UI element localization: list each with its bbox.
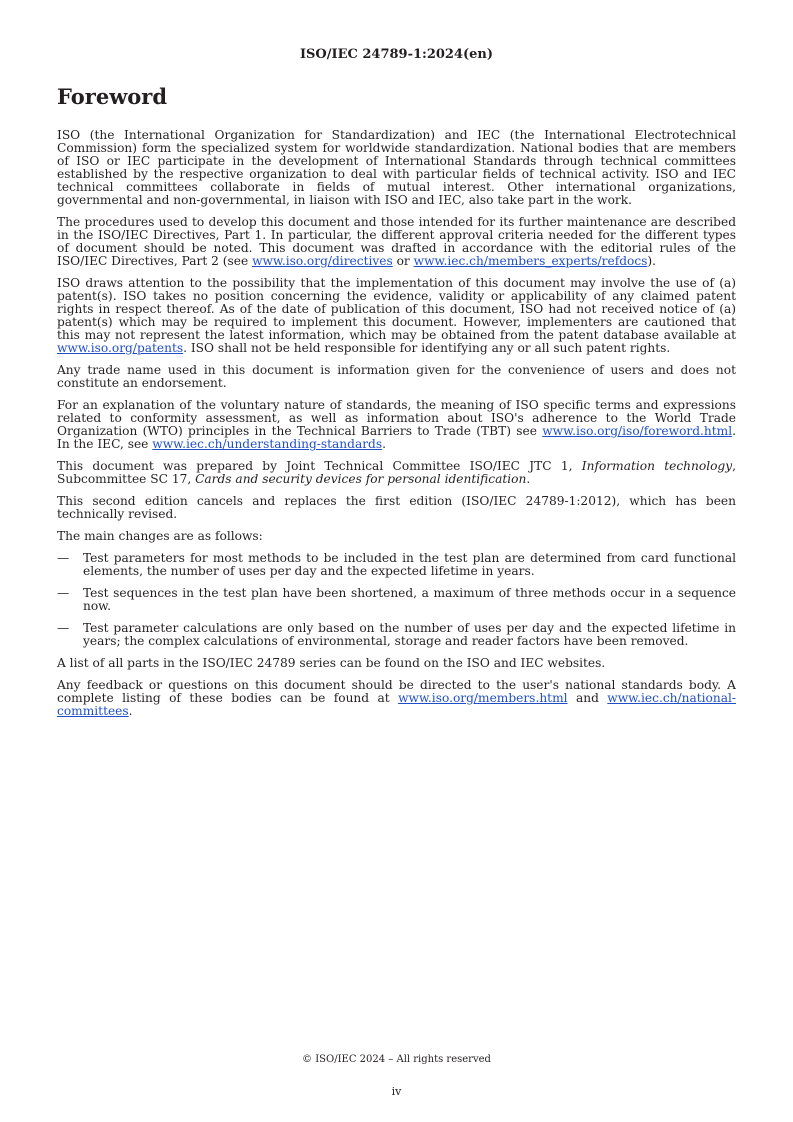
list-dash: — (57, 621, 70, 635)
text-segment: ). (647, 254, 657, 268)
subcommittee-title: Cards and security devices for personal identification (195, 472, 527, 486)
link-iec-understanding-standards[interactable]: www.iec.ch/understanding-standards (152, 437, 383, 451)
paragraph-main-changes: The main changes are as follows: (57, 529, 263, 543)
list-item-text: Test parameter calculations are only based on the number of uses per day and the expected lifetime in years; the complex calculations of environmental, storage and reader factors have been removed. (83, 621, 736, 648)
text-segment: This document was prepared by Joint Technical Committee ISO/IEC JTC 1, (57, 459, 582, 473)
list-item (57, 587, 736, 613)
link-iso-foreword[interactable]: www.iso.org/iso/foreword.html (542, 424, 733, 438)
list-item-text: Test sequences in the test plan have been shortened, a maximum of three methods occur in a sequence now. (83, 586, 736, 613)
text-segment: or (392, 254, 414, 268)
paragraph-series-list: A list of all parts in the ISO/IEC 24789 series can be found on the ISO and IEC websites. (57, 656, 606, 670)
list-item (57, 622, 736, 648)
link-iso-patents[interactable]: www.iso.org/patents (57, 341, 184, 355)
text-segment: . (526, 472, 531, 486)
paragraph-organizations: ISO (the International Organization for Standardization) and IEC (the International Electrotechnical Commission) form the specialized system for worldwide standardization. National bodies that are members of ISO or IEC participate in the development of International Standards through technical committees established by the respective organization to deal with particular fields of technical activity. ISO and IEC technical committees collaborate in fields of mutual interest. Other international organizations, governmental and non-governmental, in liaison with ISO and IEC, also take part in the work. (57, 128, 736, 207)
text-segment: Any feedback or questions on this document should be directed to the user's national standards body. A complete listing of these bodies can be found at (57, 678, 736, 705)
text-segment: . In the IEC, see (57, 424, 736, 451)
paragraph-voluntary-nature (57, 399, 736, 451)
text-segment: and (567, 691, 608, 705)
foreword-body (57, 129, 736, 727)
committee-title: Information technology (581, 459, 733, 473)
list-item-text: Test parameters for most methods to be included in the test plan are determined from card functional elements, the number of uses per day and the expected lifetime in years. (83, 551, 736, 578)
link-iec-national-committees[interactable]: www.iec.ch/national-committees (57, 691, 736, 718)
list-item (57, 552, 736, 578)
link-iec-refdocs[interactable]: www.iec.ch/members_experts/refdocs (413, 254, 648, 268)
link-iso-directives[interactable]: www.iso.org/directives (252, 254, 393, 268)
paragraph-patents (57, 277, 736, 355)
text-segment: For an explanation of the voluntary nature of standards, the meaning of ISO specific terms and expressions related to conformity assessment, as well as information about ISO's adherence to the World Trade Organization (WTO) principles in the Technical Barriers to Trade (TBT) see (57, 398, 736, 438)
page-header: ISO/IEC 24789-1:2024(en) (299, 47, 494, 62)
text-segment: , Subcommittee SC 17, (57, 459, 736, 486)
paragraph-trade-name: Any trade name used in this document is information given for the convenience of users and does not constitute an endorsement. (57, 363, 736, 390)
text-segment: . (382, 437, 386, 451)
paragraph-procedures (57, 216, 736, 268)
page-title: Foreword (57, 84, 168, 109)
list-dash: — (57, 586, 70, 600)
list-dash: — (57, 551, 70, 565)
text-segment: . ISO shall not be held responsible for identifying any or all such patent rights. (183, 341, 671, 355)
footer-copyright: © ISO/IEC 2024 – All rights reserved (302, 1054, 491, 1065)
text-segment: The procedures used to develop this document and those intended for its further maintenance are described in the ISO/IEC Directives, Part 1. In particular, the different approval criteria needed for the different types of document should be noted. This document was drafted in accordance with the editorial rules of the ISO/IEC Directives, Part 2 (see (57, 215, 736, 268)
link-iso-members[interactable]: www.iso.org/members.html (398, 691, 568, 705)
paragraph-edition: This second edition cancels and replaces the first edition (ISO/IEC 24789-1:2012), which has been technically revised. (57, 494, 736, 521)
paragraph-prepared-by (57, 460, 736, 486)
text-segment: ISO draws attention to the possibility that the implementation of this document may involve the use of (a) patent(s). ISO takes no position concerning the evidence, validity or applicability of any claimed patent rights in respect thereof. As of the date of publication of this document, ISO had not received notice of (a) patent(s) which may be required to implement this document. However, implementers are cautioned that this may not represent the latest information, which may be obtained from the patent database available at (57, 276, 736, 342)
paragraph-feedback (57, 679, 736, 718)
page-number: iv (391, 1085, 402, 1098)
text-segment: . (128, 704, 133, 718)
